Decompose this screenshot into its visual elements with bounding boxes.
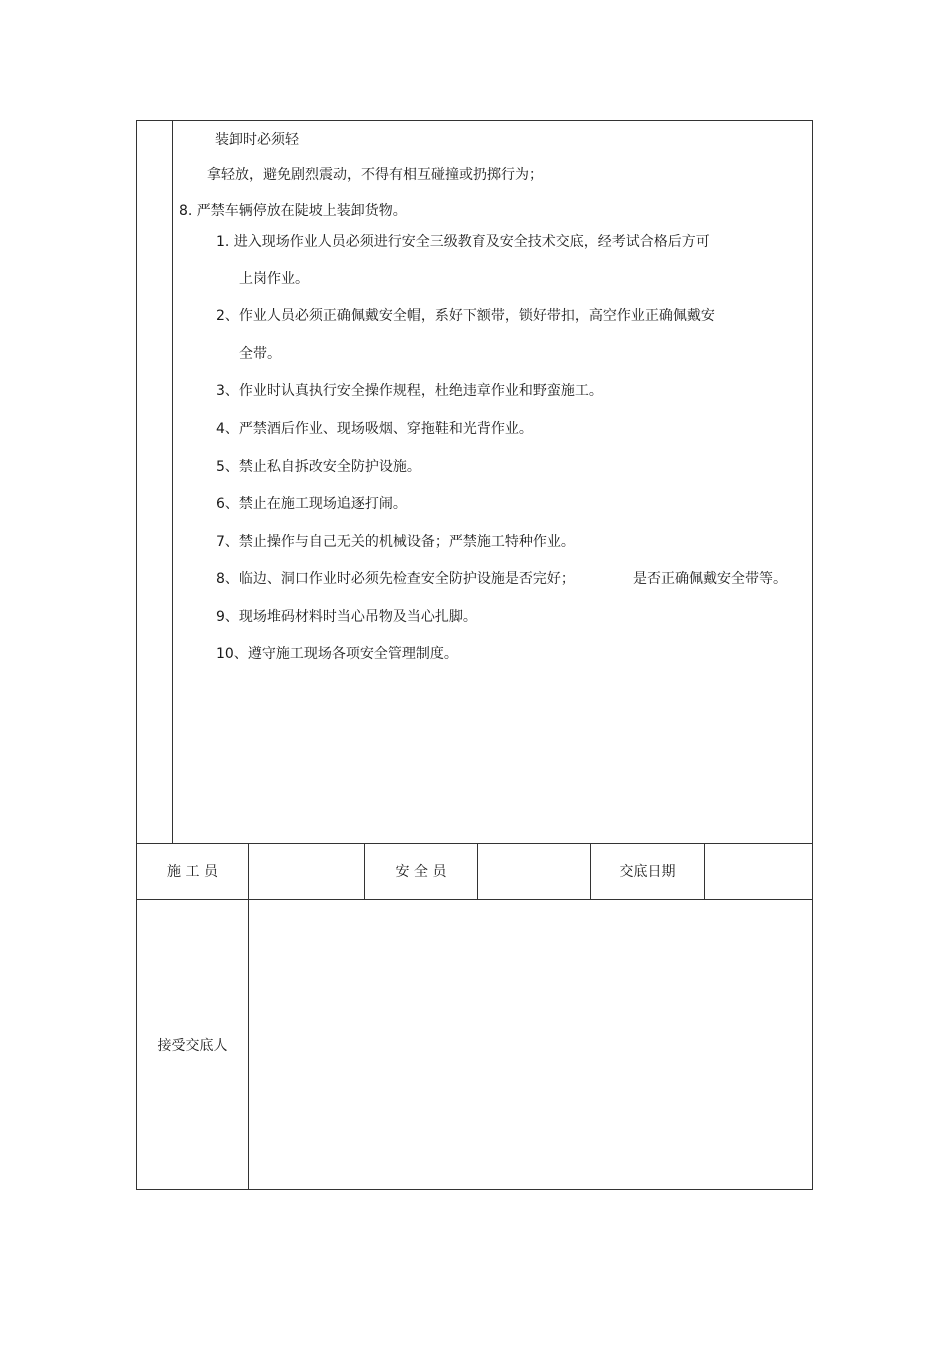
content-line: 全带。 xyxy=(239,346,281,362)
content-line: 10、遵守施工现场各项安全管理制度。 xyxy=(216,646,458,662)
content-line: 6、禁止在施工现场追逐打闹。 xyxy=(216,496,407,512)
content-line: 装卸时必须轻 xyxy=(215,132,299,148)
disclosure-date-field[interactable] xyxy=(705,843,812,899)
content-line: 8. 严禁车辆停放在陡坡上装卸货物。 xyxy=(179,203,407,219)
disclosure-form xyxy=(136,120,813,1190)
content-line: 4、严禁酒后作业、现场吸烟、穿拖鞋和光背作业。 xyxy=(216,421,533,437)
content-line: 上岗作业。 xyxy=(239,271,309,287)
receiver-label: 接受交底人 xyxy=(137,900,249,1189)
builder-field[interactable] xyxy=(249,843,365,899)
content-line: 1. 进入现场作业人员必须进行安全三级教育及安全技术交底，经考试合格后方可 xyxy=(216,234,710,250)
content-line: 3、作业时认真执行安全操作规程，杜绝违章作业和野蛮施工。 xyxy=(216,383,603,399)
content-line: 9、现场堆码材料时当心吊物及当心扎脚。 xyxy=(216,609,477,625)
receiver-row xyxy=(137,900,812,1189)
safety-officer-field[interactable] xyxy=(478,843,591,899)
builder-label: 施 工 员 xyxy=(137,843,249,899)
content-line: 7、禁止操作与自己无关的机械设备；严禁施工特种作业。 xyxy=(216,534,575,550)
safety-officer-label: 安 全 员 xyxy=(365,843,478,899)
content-line: 5、禁止私自拆改安全防护设施。 xyxy=(216,459,421,475)
content-line: 2、作业人员必须正确佩戴安全帽，系好下额带，锁好带扣，高空作业正确佩戴安 xyxy=(216,308,715,324)
content-line: 拿轻放，避免剧烈震动，不得有相互碰撞或扔掷行为； xyxy=(207,167,543,183)
content-line: 是否正确佩戴安全带等。 xyxy=(633,571,787,587)
disclosure-content xyxy=(137,121,812,844)
content-line: 8、临边、洞口作业时必须先检查安全防护设施是否完好； xyxy=(216,571,575,587)
receiver-field[interactable] xyxy=(249,900,812,1189)
signature-row xyxy=(137,843,812,900)
left-column-divider xyxy=(172,121,173,843)
disclosure-date-label: 交底日期 xyxy=(591,843,705,899)
